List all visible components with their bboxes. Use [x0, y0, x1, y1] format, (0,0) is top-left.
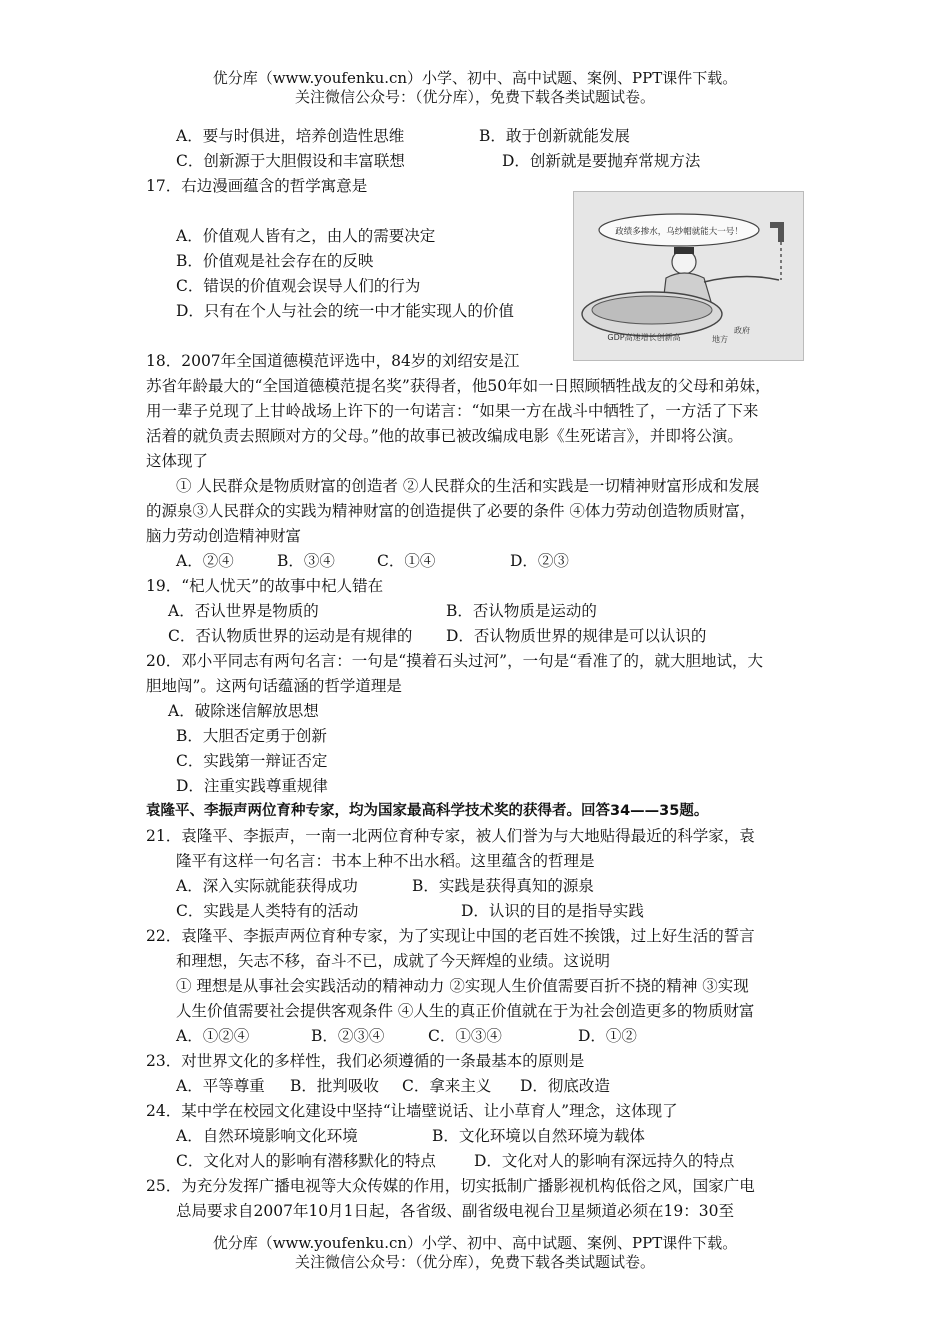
q18-option-a: A．②④ [176, 552, 234, 570]
q22-option-d: D．①② [578, 1027, 637, 1045]
section-intro: 袁隆平、李振声两位育种专家，均为国家最高科学技术奖的获得者。回答34——35题。 [146, 803, 709, 819]
q19-option-d: D．否认物质世界的规律是可以认识的 [446, 627, 707, 645]
q16-option-b: B．敢于创新就能发展 [479, 127, 630, 145]
q25-line2: 总局要求自2007年10月1日起，各省级、副省级电视台卫星频道必须在19：30至 [176, 1202, 734, 1220]
q18-option-d: D．②③ [510, 552, 569, 570]
q24-option-c: C．文化对人的影响有潜移默化的特点 [176, 1152, 436, 1170]
q23-option-a: A．平等尊重 [176, 1077, 265, 1095]
q20-line1: 20．邓小平同志有两句名言：一句是“摸着石头过河”，一句是“看准了的，就大胆地试，大 [146, 652, 763, 670]
q16-option-c: C．创新源于大胆假设和丰富联想 [176, 152, 405, 170]
q23-option-d: D．彻底改造 [520, 1077, 610, 1095]
q18-statements-line2: 的源泉③人民群众的实践为精神财富的创造提供了必要的条件 ④体力劳动创造物质财富， [146, 502, 756, 520]
q21-option-a: A．深入实际就能获得成功 [176, 877, 358, 895]
q21-option-d: D．认识的目的是指导实践 [461, 902, 644, 920]
q21-line2: 隆平有这样一句名言：书本上种不出水稻。这里蕴含的哲理是 [176, 852, 595, 870]
q20-option-a: A．破除迷信解放思想 [168, 702, 319, 720]
page-footer-line1: 优分库（www.youfenku.cn）小学、初中、高中试题、案例、PPT课件下载。 [212, 1234, 738, 1252]
q20-line2: 胆地闯”。这两句话蕴涵的哲学道理是 [146, 677, 402, 695]
q20-option-d: D．注重实践尊重规律 [176, 777, 328, 795]
page-header-line1: 优分库（www.youfenku.cn）小学、初中、高中试题、案例、PPT课件下载。 [212, 69, 738, 87]
q22-option-a: A．①②④ [176, 1027, 250, 1045]
q19-option-a: A．否认世界是物质的 [168, 602, 319, 620]
q22-statements-line1: ① 理想是从事社会实践活动的精神动力 ②实现人生价值需要百折不挠的精神 ③实现 [176, 977, 749, 995]
q17-option-b: B．价值观是社会存在的反映 [176, 252, 374, 270]
q16-option-d: D．创新就是要抛弃常规方法 [502, 152, 701, 170]
q17-option-a: A．价值观人皆有之，由人的需要决定 [176, 227, 436, 245]
q16-option-a: A．要与时俱进，培养创造性思维 [176, 127, 405, 145]
q18-statements-line1: ① 人民群众是物质财富的创造者 ②人民群众的生活和实践是一切精神财富形成和发展 [176, 477, 760, 495]
q18-line4: 活着的就负责去照顾对方的父母。”他的故事已被改编成电影《生死诺言》，并即将公演。 [146, 427, 743, 445]
q23-option-c: C．拿来主义 [402, 1077, 492, 1095]
q23-option-b: B．批判吸收 [290, 1077, 379, 1095]
q20-option-b: B．大胆否定勇于创新 [176, 727, 327, 745]
page-footer-line2: 关注微信公众号：（优分库），免费下载各类试题试卷。 [294, 1253, 655, 1271]
q22-line2: 和理想，矢志不移，奋斗不已，成就了今天辉煌的业绩。这说明 [176, 952, 611, 970]
q24-option-d: D．文化对人的影响有深远持久的特点 [474, 1152, 735, 1170]
q18-line5: 这体现了 [146, 452, 209, 470]
cartoon-bubble-text: 政绩多掺水，乌纱帽就能大一号！ [615, 227, 743, 237]
q24-option-b: B．文化环境以自然环境为载体 [432, 1127, 645, 1145]
q21-option-c: C．实践是人类特有的活动 [176, 902, 359, 920]
cartoon-illustration [574, 192, 803, 360]
q18-option-c: C．①④ [377, 552, 436, 570]
q18-line2: 苏省年龄最大的“全国道德模范提名奖”获得者，他50年如一日照顾牺牲战友的父母和弟妹， [146, 377, 771, 395]
page-header-line2: 关注微信公众号：（优分库），免费下载各类试题试卷。 [294, 88, 655, 106]
q25-line1: 25．为充分发挥广播电视等大众传媒的作用，切实抵制广播影视机构低俗之风，国家广电 [146, 1177, 755, 1195]
q18-statements-line3: 脑力劳动创造精神财富 [146, 527, 302, 545]
q17-stem: 17．右边漫画蕴含的哲学寓意是 [146, 177, 368, 195]
q22-line1: 22．袁隆平、李振声两位育种专家，为了实现让中国的老百姓不挨饿，过上好生活的誓言 [146, 927, 755, 945]
cartoon-image [573, 191, 804, 361]
q24-stem: 24．某中学在校园文化建设中坚持“让墙壁说话、让小草育人”理念，这体现了 [146, 1102, 678, 1120]
q17-option-c: C．错误的价值观会误导人们的行为 [176, 277, 421, 295]
q17-option-d: D．只有在个人与社会的统一中才能实现人的价值 [176, 302, 514, 320]
q18-option-b: B．③④ [277, 552, 335, 570]
q22-option-b: B．②③④ [311, 1027, 385, 1045]
q20-option-c: C．实践第一辩证否定 [176, 752, 328, 770]
q19-option-c: C．否认物质世界的运动是有规律的 [168, 627, 413, 645]
cartoon-bowl-label: GDP高速增长创新高 [607, 333, 681, 342]
q21-option-b: B．实践是获得真知的源泉 [412, 877, 594, 895]
q23-stem: 23．对世界文化的多样性，我们必须遵循的一条最基本的原则是 [146, 1052, 585, 1070]
q18-line1: 18．2007年全国道德模范评选中，84岁的刘绍安是江 [146, 352, 520, 370]
q21-line1: 21．袁隆平、李振声，一南一北两位育种专家，被人们誉为与大地贴得最近的科学家，袁 [146, 827, 755, 845]
q18-line3: 用一辈子兑现了上甘岭战场上许下的一句诺言：“如果一方在战斗中牺牲了，一方活了下来 [146, 402, 759, 420]
q19-stem: 19．“杞人忧天”的故事中杞人错在 [146, 577, 384, 595]
q22-option-c: C．①③④ [428, 1027, 502, 1045]
cartoon-tag-1: 地方 [712, 335, 728, 344]
q19-option-b: B．否认物质是运动的 [446, 602, 597, 620]
q22-statements-line2: 人生价值需要社会提供客观条件 ④人生的真正价值就在于为社会创造更多的物质财富 [176, 1002, 755, 1020]
q24-option-a: A．自然环境影响文化环境 [176, 1127, 358, 1145]
cartoon-tag-2: 政府 [734, 326, 750, 335]
